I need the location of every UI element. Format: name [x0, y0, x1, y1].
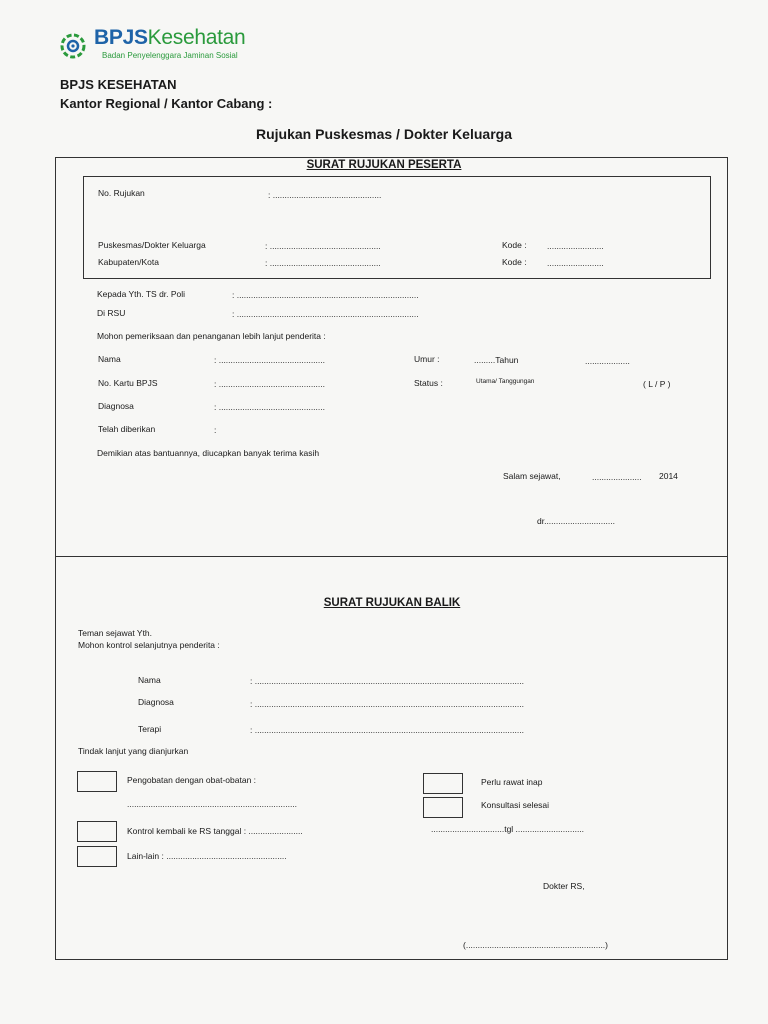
- bpjs-logo-icon: [60, 33, 86, 59]
- bpjs-logo-wordmark: [94, 26, 245, 50]
- salam-date-field[interactable]: .....................: [592, 472, 642, 482]
- kontrol-checkbox[interactable]: [77, 821, 117, 842]
- rawat-inap-checkbox[interactable]: [423, 773, 463, 794]
- document-title: Rujukan Puskesmas / Dokter Keluarga: [256, 126, 512, 142]
- section-divider: [56, 556, 727, 557]
- greeting-text: Teman sejawat Yth.: [78, 628, 153, 638]
- nama-field[interactable]: : .............................................: [214, 355, 325, 365]
- puskesmas-field[interactable]: : ...............................................: [265, 241, 381, 251]
- rujukan-info-box: [83, 176, 711, 279]
- telah-diberikan-label: Telah diberikan: [98, 424, 156, 434]
- diagnosa-field[interactable]: : .............................................: [214, 402, 325, 412]
- kartu-bpjs-label: No. Kartu BPJS: [98, 378, 158, 388]
- balik-diagnosa-field[interactable]: : ..................................................................................................................: [250, 699, 524, 709]
- kode1-label: Kode :: [502, 240, 527, 250]
- dokter-rs-label: Dokter RS,: [543, 881, 585, 891]
- di-rsu-field[interactable]: : .............................................................................: [232, 309, 419, 319]
- status-options[interactable]: Utama/ Tanggungan: [476, 378, 535, 385]
- umur-extra-field[interactable]: ...................: [585, 356, 630, 366]
- kartu-bpjs-field[interactable]: : .............................................: [214, 379, 325, 389]
- diagnosa-label: Diagnosa: [98, 401, 134, 411]
- kepada-label: Kepada Yth. TS dr. Poli: [97, 289, 186, 299]
- konsultasi-label: Konsultasi selesai: [481, 800, 550, 810]
- kabupaten-label: Kabupaten/Kota: [98, 257, 159, 267]
- balik-diagnosa-label: Diagnosa: [138, 697, 174, 707]
- kepada-field[interactable]: : .............................................................................: [232, 290, 419, 300]
- no-rujukan-label: No. Rujukan: [98, 188, 145, 198]
- rawat-inap-label: Perlu rawat inap: [481, 777, 543, 787]
- nama-label: Nama: [98, 354, 121, 364]
- salam-year: 2014: [659, 471, 678, 481]
- lain-lain-checkbox[interactable]: [77, 846, 117, 867]
- demikian-text: Demikian atas bantuannya, diucapkan banyak terima kasih: [97, 448, 320, 458]
- balik-nama-field[interactable]: : ..................................................................................................................: [250, 676, 524, 686]
- salam-sejawat-label: Salam sejawat,: [503, 471, 561, 481]
- kode2-label: Kode :: [502, 257, 527, 267]
- mohon-kontrol-text: Mohon kontrol selanjutnya penderita :: [78, 640, 220, 650]
- org-name: BPJS KESEHATAN: [60, 77, 177, 92]
- balik-nama-label: Nama: [138, 675, 161, 685]
- no-rujukan-field[interactable]: : ..............................................: [268, 190, 382, 200]
- lain-lain-label[interactable]: Lain-lain : ...................................................: [127, 851, 287, 861]
- tgl-field[interactable]: ...............................tgl .............................: [431, 824, 585, 834]
- umur-label: Umur :: [414, 354, 440, 364]
- pengobatan-checkbox[interactable]: [77, 771, 117, 792]
- di-rsu-label: Di RSU: [97, 308, 126, 318]
- status-label: Status :: [414, 378, 443, 388]
- pengobatan-field[interactable]: ........................................................................: [127, 799, 298, 809]
- terapi-label: Terapi: [138, 724, 162, 734]
- kontrol-label[interactable]: Kontrol kembali ke RS tanggal : .......................: [127, 826, 303, 836]
- terapi-field[interactable]: : ..................................................................................................................: [250, 725, 524, 735]
- logo-name-kesehatan: Kesehatan: [147, 26, 246, 49]
- umur-field[interactable]: .........Tahun: [474, 355, 519, 365]
- doctor-signature-field[interactable]: dr..............................: [537, 516, 615, 526]
- tindak-lanjut-label: Tindak lanjut yang dianjurkan: [78, 746, 189, 756]
- dokter-rs-signature-field[interactable]: (...........................................................): [463, 940, 608, 950]
- kode2-field[interactable]: ........................: [547, 258, 604, 268]
- gender-options[interactable]: ( L / P ): [643, 379, 671, 389]
- surat-balik-title: SURAT RUJUKAN BALIK: [323, 597, 461, 609]
- konsultasi-checkbox[interactable]: [423, 797, 463, 818]
- kode1-field[interactable]: ........................: [547, 241, 604, 251]
- office-line: Kantor Regional / Kantor Cabang :: [60, 96, 273, 111]
- logo-tagline: Badan Penyelenggara Jaminan Sosial: [102, 51, 238, 60]
- telah-diberikan-field[interactable]: :: [214, 425, 217, 435]
- logo-name-bpjs: BPJS: [94, 26, 148, 49]
- kabupaten-field[interactable]: : ...............................................: [265, 258, 381, 268]
- puskesmas-label: Puskesmas/Dokter Keluarga: [98, 240, 206, 250]
- mohon-text: Mohon pemeriksaan dan penanganan lebih lanjut penderita :: [97, 331, 326, 341]
- surat-rujukan-title: SURAT RUJUKAN PESERTA: [306, 159, 462, 171]
- pengobatan-label: Pengobatan dengan obat-obatan :: [127, 775, 257, 785]
